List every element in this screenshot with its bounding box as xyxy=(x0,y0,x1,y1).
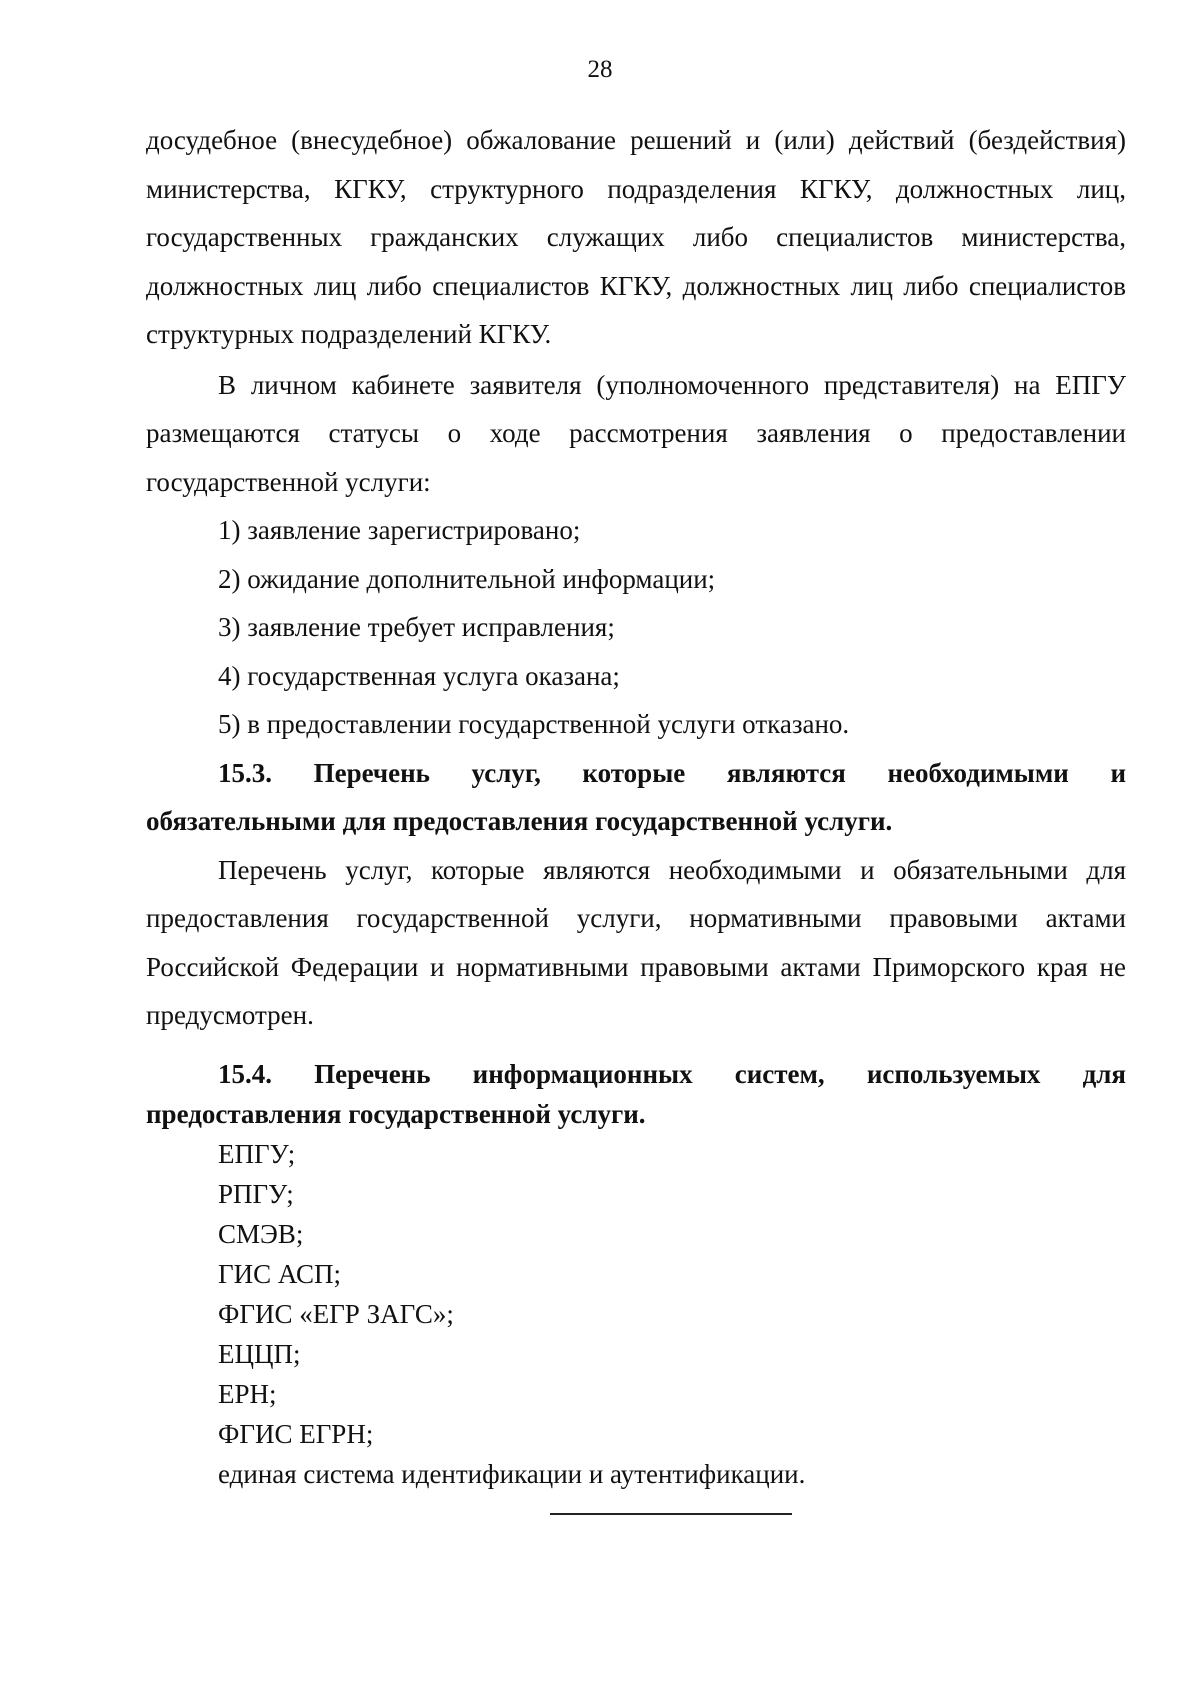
section-15-4-heading xyxy=(146,1054,1126,1134)
information-systems-list xyxy=(146,1134,1126,1494)
system-item: единая система идентификации и аутентификации. xyxy=(218,1458,806,1489)
system-item: ЕРН; xyxy=(218,1378,277,1409)
system-item: РПГУ; xyxy=(218,1178,294,1209)
status-item: 5) в предоставлении государственной услуги отказано. xyxy=(218,709,850,739)
section-15-3-heading-line2: обязательными для предоставления государственной услуги. xyxy=(146,806,893,836)
end-divider xyxy=(550,1513,792,1515)
system-item: ЕПГУ; xyxy=(218,1138,296,1169)
section-15-4-heading-line1: 15.4. Перечень информационных систем, используемых для xyxy=(218,1058,1126,1089)
page-number: 28 xyxy=(587,56,613,83)
section-15-3-body: Перечень услуг, которые являются необходимыми и обязательными для предоставления государственной услуги, нормативными правовыми актами Российской Федерации и нормативными правовыми актами Приморского края не предусмотрен. xyxy=(146,854,1126,1030)
status-item: 3) заявление требует исправления; xyxy=(218,612,615,642)
system-item: ФГИС ЕГРН; xyxy=(218,1418,374,1449)
status-list xyxy=(146,506,1126,749)
section-15-3-heading xyxy=(146,749,1126,846)
system-item: ФГИС «ЕГР ЗАГС»; xyxy=(218,1298,454,1329)
system-item: ГИС АСП; xyxy=(218,1258,342,1289)
status-item: 1) заявление зарегистрировано; xyxy=(218,515,581,545)
section-15-3-heading-line1: 15.3. Перечень услуг, которые являются необходимыми и xyxy=(218,757,1126,788)
appeal-paragraph: досудебное (внесудебное) обжалование решений и (или) действий (бездействия) министерства, КГКУ, структурного подразделения КГКУ, должностных лиц, государственных гражданских служащих либо специалистов министерства, должностных лиц либо специалистов КГКУ, должностных лиц либо специалистов структурных подразделений КГКУ. xyxy=(146,125,1126,349)
status-item: 4) государственная услуга оказана; xyxy=(218,660,620,691)
document-body xyxy=(146,116,1126,1494)
section-15-4-heading-line2: предоставления государственной услуги. xyxy=(146,1098,646,1129)
system-item: СМЭВ; xyxy=(218,1218,304,1249)
system-item: ЕЦЦП; xyxy=(218,1338,301,1369)
status-item: 2) ожидание дополнительной информации; xyxy=(218,563,716,594)
statuses-intro-paragraph: В личном кабинете заявителя (уполномоченного представителя) на ЕПГУ размещаются статусы о ходе рассмотрения заявления о предоставлении государственной услуги: xyxy=(146,369,1126,497)
